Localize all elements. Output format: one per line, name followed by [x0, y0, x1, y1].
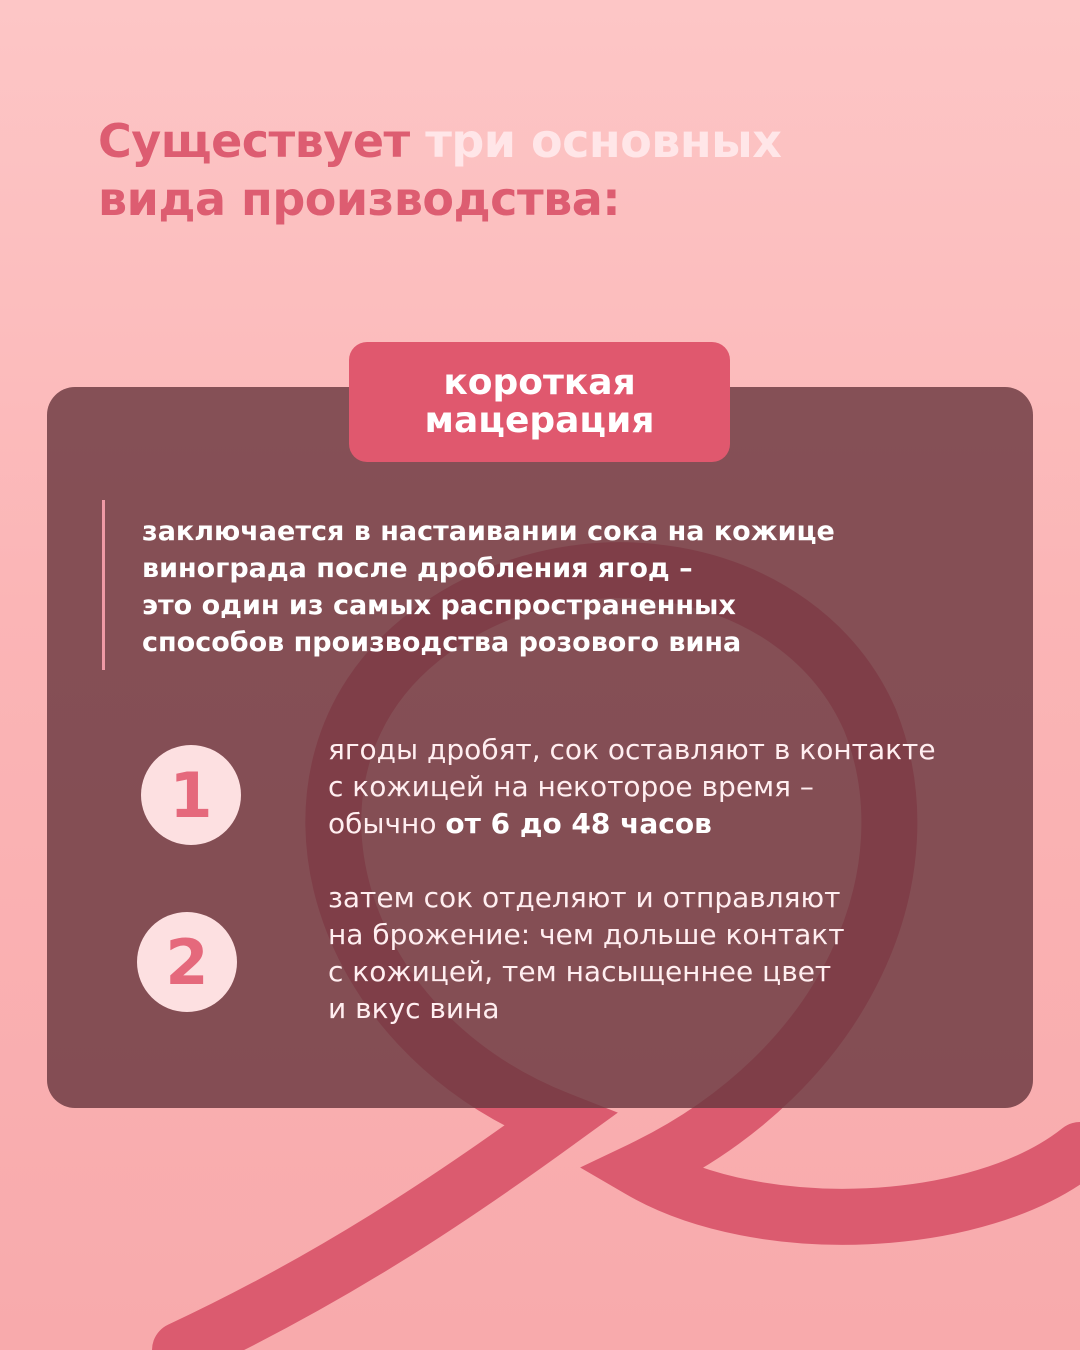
step-1-badge: 1	[141, 745, 241, 845]
step-1-text: ягоды дробят, сок оставляют в контакте с кожицей на некоторое время – обычно от 6 до 48 часов	[328, 733, 936, 840]
step-2-badge: 2	[137, 912, 237, 1012]
category-tag: короткая мацерация	[349, 342, 730, 462]
lead-text: заключается в настаивании сока на кожице винограда после дробления ягод – это один из самых распространенных способов производства розового вина	[142, 516, 835, 658]
quote-bar	[102, 500, 105, 670]
step-2-text: затем сок отделяют и отправляют на брожение: чем дольше контакт с кожицей, тем насыщеннее цвет и вкус вина	[328, 881, 845, 1025]
page-title: Существует три основных вида производства:	[98, 114, 782, 226]
